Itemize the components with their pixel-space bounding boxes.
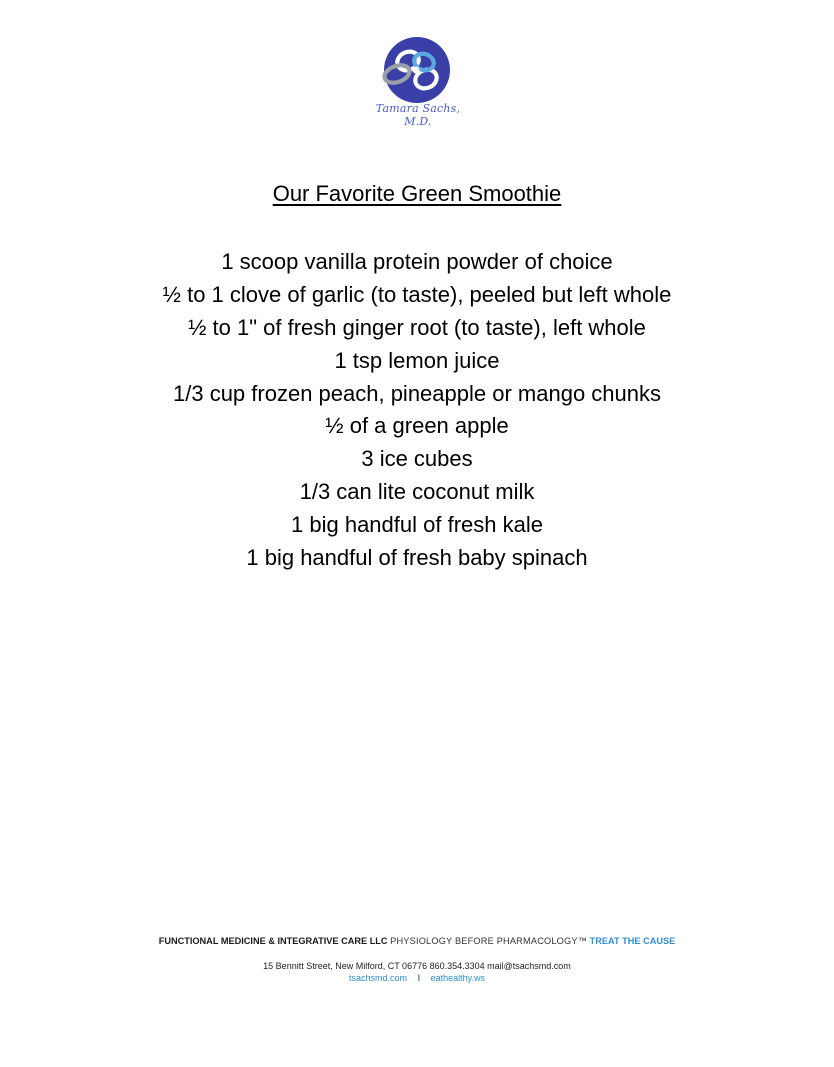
ingredient-item: 1 tsp lemon juice <box>334 347 500 373</box>
footer-contact: 15 Bennitt Street, New Milford, CT 06776 860.354.3304 mail@tsachsmd.com <box>263 961 571 971</box>
ingredient-item: ½ to 1" of fresh ginger root (to taste), left whole <box>188 314 646 340</box>
footer-separator: I <box>417 973 421 983</box>
ingredient-item: 1 scoop vanilla protein powder of choice <box>221 249 613 274</box>
ingredient-item: 1/3 cup frozen peach, pineapple or mango chunks <box>173 380 661 406</box>
ingredient-list <box>0 246 834 575</box>
footer-company-line <box>0 936 834 946</box>
ingredient-item: 3 ice cubes <box>361 446 473 472</box>
footer-website-link[interactable]: eathealthy.ws <box>430 973 485 983</box>
ingredient-item: 1 big handful of fresh baby spinach <box>246 545 588 571</box>
recipe-title: Our Favorite Green Smoothie <box>272 181 562 206</box>
footer-tagline: PHYSIOLOGY BEFORE PHARMACOLOGY™ <box>390 936 588 946</box>
ingredient-item: ½ of a green apple <box>325 413 509 439</box>
footer-websites <box>0 973 834 983</box>
footer-cause: TREAT THE CAUSE <box>589 936 676 946</box>
logo-signature: Tamara Sachs, M.D. <box>375 102 461 128</box>
ingredient-item: 1 big handful of fresh kale <box>291 512 543 538</box>
footer-company-name: FUNCTIONAL MEDICINE & INTEGRATIVE CARE LLC <box>158 936 388 946</box>
footer-website-link[interactable]: tsachsmd.com <box>349 973 408 983</box>
ingredient-item: 1/3 can lite coconut milk <box>299 479 535 505</box>
practice-logo <box>366 36 470 126</box>
ingredient-item: ½ to 1 clove of garlic (to taste), peeled but left whole <box>162 281 672 307</box>
circle-knot-logo-icon <box>366 36 470 104</box>
